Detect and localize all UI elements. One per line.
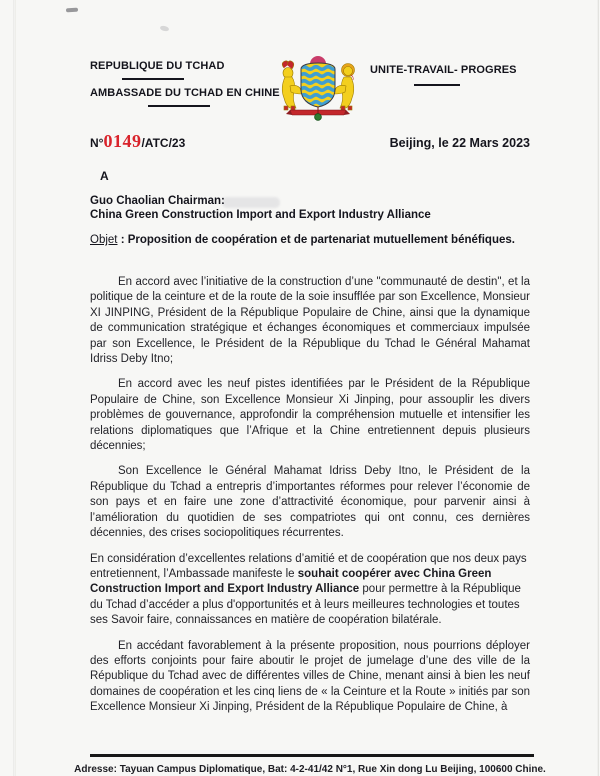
body-paragraph-2: En accord avec les neuf pistes identifiées par le Président de la République Populaire de Chine, son Excellence Monsieur Xi Jinping, pour assouplir les divers problèmes de gouvernance, approfondir la compréhension mutuelle et intensifier les relations diplomatiques que l’Afrique et la Chine entretiennent depuis plusieurs décennies;	[90, 378, 530, 453]
letter-body	[90, 275, 530, 716]
divider-rule	[148, 105, 210, 107]
country-name: REPUBLIQUE DU TCHAD	[90, 60, 225, 72]
addressee-name: Guo Chaolian Chairman:	[90, 195, 225, 207]
paragraph-4-bold-phrase: souhait coopérer avec China Green Construction Import and Export Industry Alliance	[90, 567, 492, 596]
national-motto: UNITE-TRAVAIL- PROGRES	[370, 64, 517, 76]
scan-edge-right	[597, 0, 599, 776]
reference-digits: 0149	[103, 131, 142, 151]
lion-supporter	[334, 64, 355, 111]
subject-separator: :	[117, 234, 128, 246]
letterhead	[90, 60, 530, 122]
chad-coat-of-arms-icon	[275, 56, 361, 122]
body-paragraph-1: En accord avec l’initiative de la construction d’une "communauté de destin", et la politique de la ceinture et de la route de la soie insufflée par son Excellence, Monsieur XI JINPING, Président de la République Populaire de Chine, ainsi que la dynamique de communication stratégique et échanges économiques et commerciaux impulsée par son Excellence, le Président de la République du Tchad le Général Mahamat Idriss Deby Itno;	[90, 276, 530, 366]
addressee-block	[90, 194, 530, 222]
subject-line	[90, 233, 530, 248]
letter-content	[90, 60, 530, 726]
addressee-salutation: A	[100, 169, 109, 183]
body-paragraph-3: Son Excellence le Général Mahamat Idriss Deby Itno, le Président de la République du Tchad a entrepris d’importantes réformes pour relever l’économie de son pays et en faire une zone d’attractivité économique, pour parvenir ainsi à l’amélioration du quotidien de ses compatriotes qui ont connu, ces dernières décennies, des crises sociopolitiques récurrentes.	[90, 465, 530, 540]
scan-edge-left	[13, 0, 16, 776]
scan-artifact-speck	[160, 25, 170, 32]
scan-artifact-speck	[66, 8, 78, 13]
embassy-name: AMBASSADE DU TCHAD EN CHINE	[90, 87, 280, 99]
footer-address: Adresse: Tayuan Campus Diplomatique, Bat: 4-2-41/42 N°1, Rue Xin dong Lu Beijing, 100600 Chine.	[74, 764, 546, 775]
footer-rule	[90, 754, 534, 757]
divider-rule	[414, 84, 460, 86]
body-paragraph-5: En accédant favorablement à la présente proposition, nous pourrions déployer des efforts conjoints pour faire aboutir le projet de jumelage d’une des ville de la République du Tchad avec de différentes villes de Chine, menant ainsi à bien les neuf domaines de coopération et les cinq liens de « la Ceinture et la Route » initiés par son Excellence Monsieur Xi Jinping, Président de la République Populaire de Chine, à	[90, 639, 530, 714]
letter-date: Beijing, le 22 Mars 2023	[389, 136, 530, 150]
subject-label: Objet	[90, 234, 118, 246]
reference-number	[90, 131, 185, 152]
reference-suffix: /ATC/23	[141, 136, 186, 150]
subject-text: Proposition de coopération et de partenariat mutuellement bénéfiques.	[127, 234, 515, 246]
letterhead-left	[90, 60, 280, 114]
body-paragraph-4	[90, 552, 530, 629]
reference-prefix: N°	[90, 136, 104, 150]
reference-row	[90, 131, 530, 152]
addressee-organization: China Green Construction Import and Export Industry Alliance	[90, 209, 431, 221]
divider-rule	[122, 78, 184, 80]
goat-supporter	[282, 61, 302, 110]
paragraph-4-suffix: pour permettre à la République du Tchad d’accéder a plus d'opportunités et à leurs meilleures technologies et toutes ses Savoir faire, connaissances en matière de coopération bilatérale.	[90, 583, 521, 627]
letterhead-right	[370, 60, 530, 86]
paragraph-4-prefix: En considération d’excellentes relations d’amitié et de coopération que nos deux pays entretiennent, l’Ambassade manifeste le	[90, 552, 527, 580]
